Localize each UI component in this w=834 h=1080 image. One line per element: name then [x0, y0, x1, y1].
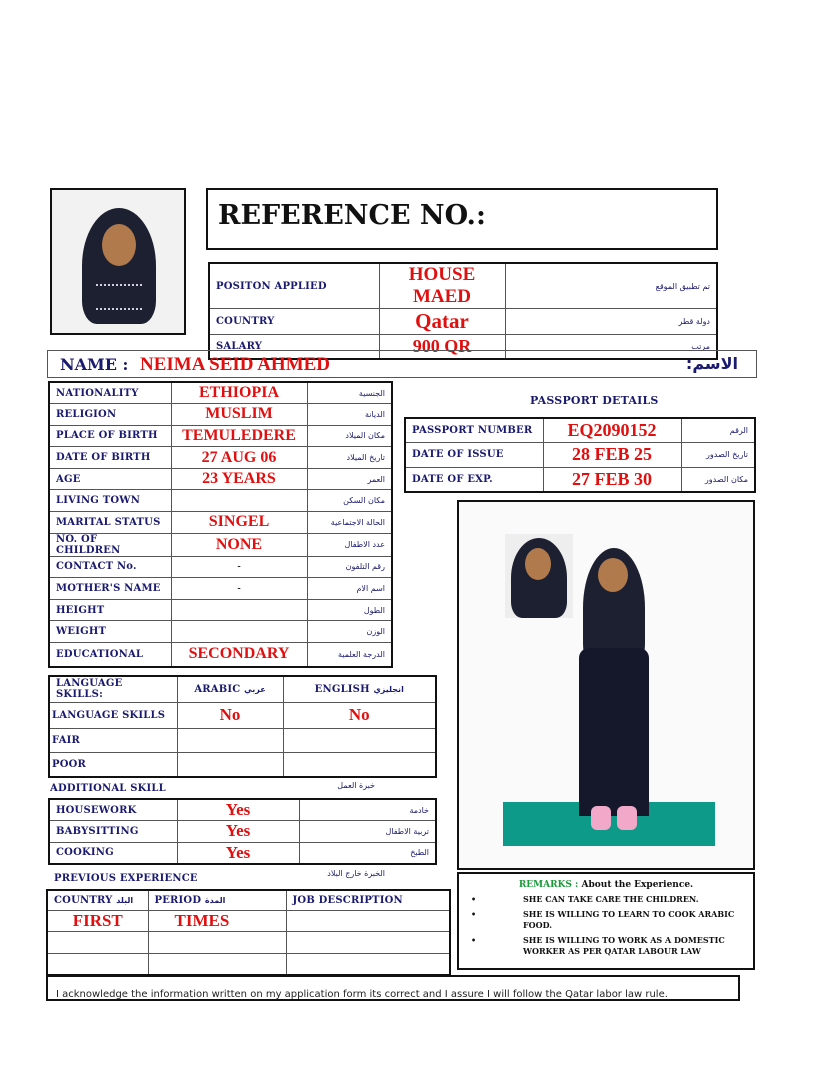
- language-arabic-value: [177, 728, 283, 753]
- position-label: POSITON APPLIED: [209, 263, 379, 309]
- personal-label: DATE OF BIRTH: [49, 447, 171, 469]
- country-header: [47, 890, 148, 910]
- language-row: [49, 728, 436, 753]
- personal-value: [171, 490, 307, 512]
- language-header-arabic: [177, 676, 283, 702]
- english-ar: انجليزي: [373, 684, 404, 694]
- country-header-ar: البلد: [116, 895, 134, 905]
- personal-ar: مكان السكن: [307, 490, 392, 512]
- personal-ar: الدرجة العلمية: [307, 643, 392, 667]
- personal-value: -: [171, 578, 307, 600]
- english-label: ENGLISH: [314, 683, 370, 695]
- personal-label: NO. OF CHILDREN: [49, 533, 171, 556]
- language-header-english: [283, 676, 436, 702]
- remarks-heading: [467, 880, 745, 890]
- full-body-photo: [457, 500, 755, 870]
- inset-portrait: [505, 534, 573, 618]
- personal-ar: الحالة الاجتماعية: [307, 512, 392, 534]
- passport-ar: الرقم: [681, 418, 755, 443]
- personal-value: [171, 621, 307, 643]
- personal-value: 27 AUG 06: [171, 447, 307, 469]
- passport-value: 28 FEB 25: [543, 443, 681, 468]
- personal-row: [49, 621, 392, 643]
- passport-ar: تاريخ الصدور: [681, 443, 755, 468]
- remarks-title-rest: About the Experience.: [581, 880, 694, 890]
- personal-label: MOTHER'S NAME: [49, 578, 171, 600]
- personal-value: -: [171, 556, 307, 578]
- position-ar: تم تطبيق الموقع: [505, 263, 717, 309]
- experience-title: PREVIOUS EXPERIENCE: [54, 873, 198, 884]
- personal-table: [48, 381, 393, 668]
- personal-value: [171, 599, 307, 621]
- additional-title: ADDITIONAL SKILL: [50, 783, 166, 794]
- personal-row: [49, 468, 392, 490]
- name-bar: [47, 350, 757, 378]
- experience-period: TIMES: [148, 910, 286, 932]
- experience-table: [46, 889, 451, 976]
- country-ar: دولة قطر: [505, 309, 717, 335]
- passport-row: [405, 467, 755, 492]
- additional-row: [49, 821, 436, 843]
- personal-ar: الوزن: [307, 621, 392, 643]
- language-row: [49, 702, 436, 728]
- salary-label: SALARY: [209, 335, 379, 359]
- language-table: [48, 675, 437, 778]
- personal-row: [49, 404, 392, 426]
- bullet-icon: •: [471, 935, 477, 945]
- additional-title-ar: خبرة العمل: [337, 781, 375, 790]
- passport-label: DATE OF ISSUE: [405, 443, 543, 468]
- passport-title: PASSPORT DETAILS: [530, 394, 659, 407]
- position-value: HOUSE MAED: [379, 263, 505, 309]
- additional-label: COOKING: [49, 842, 177, 864]
- remarks-box: [457, 872, 755, 970]
- arabic-label: ARABIC: [194, 683, 241, 695]
- additional-ar: تربية الاطفال: [299, 821, 436, 843]
- position-table: [208, 262, 718, 360]
- additional-ar: خادمة: [299, 799, 436, 821]
- language-english-value: No: [283, 702, 436, 728]
- personal-value: ETHIOPIA: [171, 382, 307, 404]
- country-value: Qatar: [379, 309, 505, 335]
- personal-ar: العمر: [307, 468, 392, 490]
- personal-row: [49, 599, 392, 621]
- period-header-ar: المدة: [204, 895, 226, 905]
- experience-job: [286, 910, 450, 932]
- additional-ar: الطبخ: [299, 842, 436, 864]
- language-header-label: LANGUAGE SKILLS:: [49, 676, 177, 702]
- experience-job: [286, 953, 450, 975]
- passport-label: DATE OF EXP.: [405, 467, 543, 492]
- bullet-icon: •: [471, 894, 477, 904]
- additional-table: [48, 798, 437, 865]
- personal-ar: مكان الميلاد: [307, 425, 392, 447]
- personal-ar: عدد الاطفال: [307, 533, 392, 556]
- salary-ar: مرتب: [505, 335, 717, 359]
- arabic-ar: عربي: [244, 684, 266, 694]
- portrait-photo: [50, 188, 186, 335]
- job-header: JOB DESCRIPTION: [286, 890, 450, 910]
- personal-label: AGE: [49, 468, 171, 490]
- personal-row: [49, 556, 392, 578]
- personal-row: [49, 447, 392, 469]
- salary-value: 900 QR: [379, 335, 505, 359]
- experience-country: FIRST: [47, 910, 148, 932]
- remark-item: [467, 935, 745, 957]
- personal-ar: تاريخ الميلاد: [307, 447, 392, 469]
- personal-value: NONE: [171, 533, 307, 556]
- additional-value: Yes: [177, 821, 299, 843]
- additional-row: [49, 842, 436, 864]
- passport-table: [404, 417, 756, 493]
- passport-row: [405, 418, 755, 443]
- remarks-title: REMARKS :: [518, 880, 579, 890]
- language-label: FAIR: [49, 728, 177, 753]
- additional-value: Yes: [177, 799, 299, 821]
- language-label: LANGUAGE SKILLS: [49, 702, 177, 728]
- period-header: [148, 890, 286, 910]
- passport-ar: مكان الصدور: [681, 467, 755, 492]
- personal-ar: الديانة: [307, 404, 392, 426]
- experience-period: [148, 932, 286, 954]
- additional-label: HOUSEWORK: [49, 799, 177, 821]
- portrait-figure: [76, 208, 162, 324]
- experience-period: [148, 953, 286, 975]
- passport-label: PASSPORT NUMBER: [405, 418, 543, 443]
- personal-row: [49, 578, 392, 600]
- name-value: NEIMA SEID AHMED: [140, 354, 331, 375]
- personal-label: HEIGHT: [49, 599, 171, 621]
- country-header-text: COUNTRY: [54, 894, 113, 906]
- remarks-list: [467, 894, 745, 957]
- experience-row: [47, 932, 450, 954]
- personal-label: LIVING TOWN: [49, 490, 171, 512]
- language-label: POOR: [49, 753, 177, 778]
- personal-row: [49, 643, 392, 667]
- standing-figure: [569, 548, 659, 840]
- personal-value: MUSLIM: [171, 404, 307, 426]
- remark-item: [467, 894, 745, 905]
- language-arabic-value: No: [177, 702, 283, 728]
- language-arabic-value: [177, 753, 283, 778]
- personal-row: [49, 425, 392, 447]
- name-ar: الاسم:: [685, 354, 738, 373]
- personal-label: RELIGION: [49, 404, 171, 426]
- personal-row: [49, 490, 392, 512]
- experience-row: [47, 910, 450, 932]
- reference-title: REFERENCE NO.:: [218, 200, 486, 231]
- acknowledge-box: [46, 975, 740, 1001]
- experience-country: [47, 953, 148, 975]
- additional-label: BABYSITTING: [49, 821, 177, 843]
- personal-ar: الطول: [307, 599, 392, 621]
- name-label: NAME :: [60, 355, 129, 374]
- language-english-value: [283, 728, 436, 753]
- additional-value: Yes: [177, 842, 299, 864]
- period-header-text: PERIOD: [154, 894, 202, 906]
- personal-row: [49, 533, 392, 556]
- bullet-icon: •: [471, 909, 477, 919]
- passport-value: EQ2090152: [543, 418, 681, 443]
- personal-label: CONTACT No.: [49, 556, 171, 578]
- personal-label: NATIONALITY: [49, 382, 171, 404]
- remark-text: SHE IS WILLING TO WORK AS A DOMESTIC WORKER AS PER QATAR LABOUR LAW: [523, 935, 725, 956]
- personal-value: SECONDARY: [171, 643, 307, 667]
- passport-value: 27 FEB 30: [543, 467, 681, 492]
- remark-text: SHE IS WILLING TO LEARN TO COOK ARABIC FOOD.: [523, 909, 735, 930]
- experience-country: [47, 932, 148, 954]
- language-row: [49, 753, 436, 778]
- experience-job: [286, 932, 450, 954]
- experience-title-ar: الخبرة خارج البلاد: [327, 869, 385, 878]
- language-english-value: [283, 753, 436, 778]
- personal-ar: اسم الام: [307, 578, 392, 600]
- personal-ar: الجنسية: [307, 382, 392, 404]
- acknowledge-text: I acknowledge the information written on my application form its correct and I assure I will follow the Qatar labor law rule.: [56, 989, 668, 1000]
- personal-row: [49, 382, 392, 404]
- additional-row: [49, 799, 436, 821]
- country-label: COUNTRY: [209, 309, 379, 335]
- personal-value: 23 YEARS: [171, 468, 307, 490]
- remark-item: [467, 909, 745, 931]
- personal-label: MARITAL STATUS: [49, 512, 171, 534]
- reference-box: [206, 188, 718, 250]
- personal-value: SINGEL: [171, 512, 307, 534]
- personal-label: PLACE OF BIRTH: [49, 425, 171, 447]
- personal-row: [49, 512, 392, 534]
- personal-label: WEIGHT: [49, 621, 171, 643]
- personal-ar: رقم التلفون: [307, 556, 392, 578]
- remark-text: SHE CAN TAKE CARE THE CHILDREN.: [523, 894, 699, 904]
- passport-row: [405, 443, 755, 468]
- personal-value: TEMULEDERE: [171, 425, 307, 447]
- personal-label: EDUCATIONAL: [49, 643, 171, 667]
- experience-row: [47, 953, 450, 975]
